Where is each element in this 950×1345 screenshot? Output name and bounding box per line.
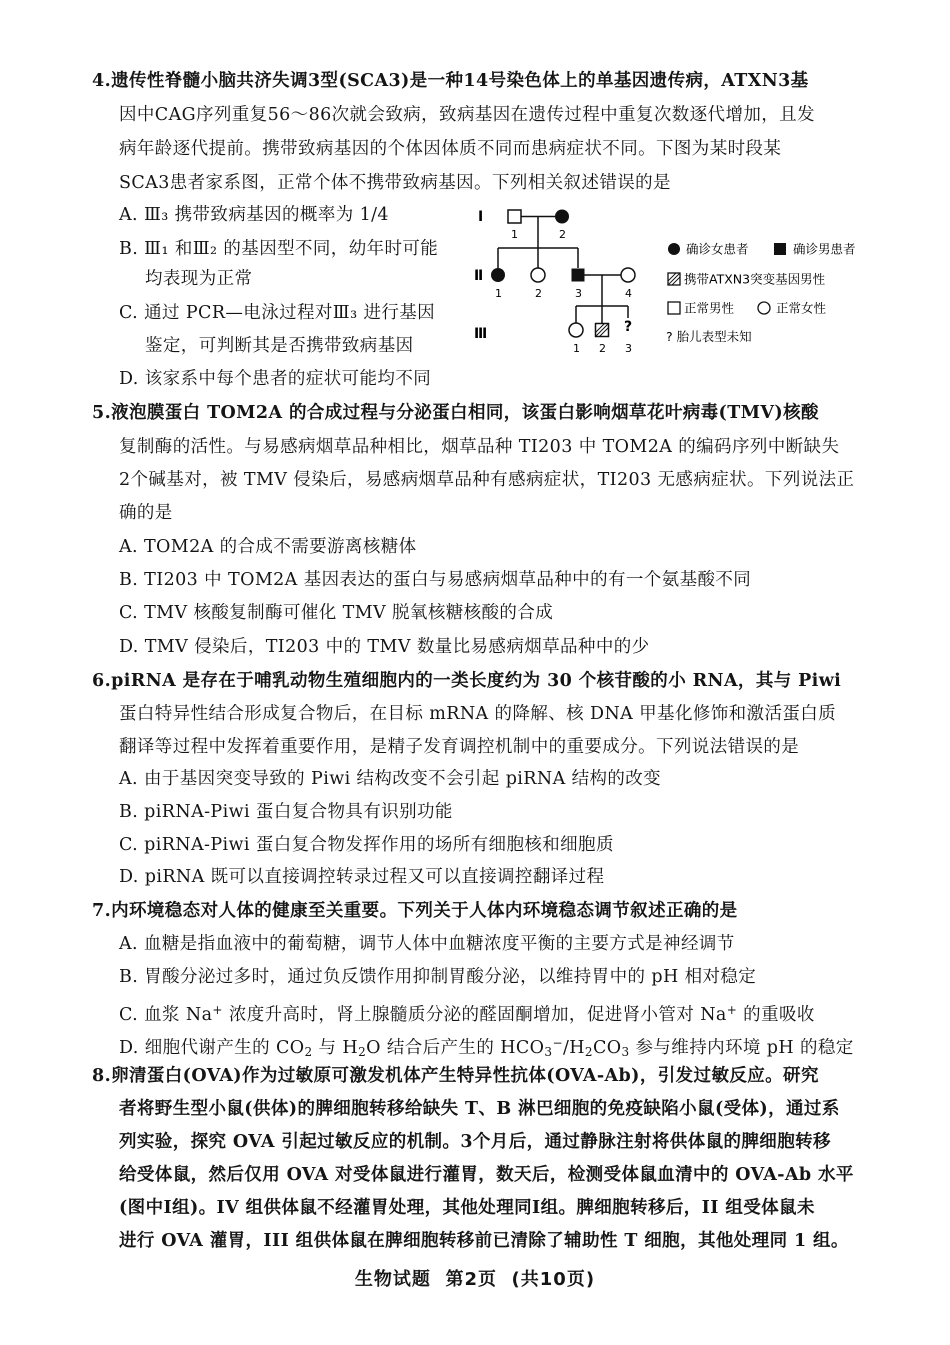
q6-stem-2: 蛋白特异性结合形成复合物后，在目标 mRNA 的降解、核 DNA 甲基化修饰和激活蛋白质 xyxy=(119,704,837,724)
q8-stem-1: 卵清蛋白(OVA)作为过敏原可激发机体产生特异性抗体(OVA-Ab)，引发过敏反应。研究 xyxy=(111,1066,819,1086)
q7-option-d xyxy=(119,1032,854,1063)
q4-option-b-1: B. Ⅲ₁ 和Ⅲ₂ 的基因型不同，幼年时可能 xyxy=(119,239,439,259)
q4-option-b-2: 均表现为正常 xyxy=(145,269,253,289)
q4-stem-1: 遗传性脊髓小脑共济失调3型(SCA3)是一种14号染色体上的单基因遗传病，ATXN3基 xyxy=(111,71,809,91)
legend-normal-female-symbol xyxy=(758,302,770,314)
q8-stem-5: (图中Ⅰ组)。IV 组供体鼠不经灌胃处理，其他处理同Ⅰ组。脾细胞转移后，II 组受体鼠未 xyxy=(119,1198,815,1218)
pedigree-chart xyxy=(470,200,890,365)
label-iii2: 2 xyxy=(599,342,606,355)
q8-stem-2: 者将野生型小鼠(供体)的脾细胞转移给缺失 T、B 淋巴细胞的免疫缺陷小鼠(受体)，通过系 xyxy=(119,1099,840,1119)
legend-normal-male-symbol xyxy=(668,302,680,314)
q7-d-part-6: 参与维持内环境 pH 的稳定 xyxy=(629,1038,854,1058)
q6-option-b: B. piRNA-Piwi 蛋白复合物具有识别功能 xyxy=(119,802,453,822)
q7-c-part-2: 浓度升高时，肾上腺髓质分泌的醛固酮增加，促进肾小管对 Na xyxy=(222,1005,727,1025)
individual-iii1-normal-female xyxy=(569,323,583,337)
q8-line-1 xyxy=(92,1065,819,1087)
q5-option-b: B. TI203 中 TOM2A 基因表达的蛋白与易感病烟草品种中的有一个氨基酸不同 xyxy=(119,570,752,590)
q7-option-a: A. 血糖是指血液中的葡萄糖，调节人体中血糖浓度平衡的主要方式是神经调节 xyxy=(119,934,735,954)
q6-option-a: A. 由于基因突变导致的 Piwi 结构改变不会引起 piRNA 结构的改变 xyxy=(119,769,662,789)
q7-line-1 xyxy=(92,900,738,922)
individual-iii3-unknown: ? xyxy=(624,319,633,335)
label-ii3: 3 xyxy=(575,287,582,300)
legend-carrier-male-symbol xyxy=(668,273,680,285)
q5-option-c: C. TMV 核酸复制酶可催化 TMV 脱氧核糖核酸的合成 xyxy=(119,603,554,623)
individual-i1-normal-male xyxy=(508,210,521,223)
q7-c-sup-2: + xyxy=(726,1003,738,1017)
q6-option-d: D. piRNA 既可以直接调控转录过程又可以直接调控翻译过程 xyxy=(119,867,605,887)
q7-d-sub-3: 3 xyxy=(544,1045,553,1059)
q7-d-sub-5: 3 xyxy=(621,1045,630,1059)
q6-option-c: C. piRNA-Piwi 蛋白复合物发挥作用的场所有细胞核和细胞质 xyxy=(119,835,614,855)
q4-stem-3: 病年龄逐代提前。携带致病基因的个体因体质不同而患病症状不同。下图为某时段某 xyxy=(119,139,782,159)
q7-d-sub-2: 2 xyxy=(358,1045,367,1059)
q8-stem-6: 进行 OVA 灌胃，III 组供体鼠在脾细胞转移前已清除了辅助性 T 细胞，其他处理同 1 组。 xyxy=(119,1231,849,1251)
individual-ii2-normal-female xyxy=(531,268,545,282)
page-footer xyxy=(0,1265,950,1291)
q7-d-sub-1: 2 xyxy=(304,1045,313,1059)
legend-unknown: ? 胎儿表型未知 xyxy=(666,329,752,344)
q5-line-1 xyxy=(92,402,819,424)
label-i2: 2 xyxy=(559,228,566,241)
gen-label-iii: Ⅲ xyxy=(474,326,488,342)
legend-carrier-male: 携带ATXN3突变基因男性 xyxy=(684,271,826,287)
individual-ii4-normal-female xyxy=(621,268,635,282)
legend-affected-female: 确诊女患者 xyxy=(686,241,749,257)
individual-ii1-affected-female xyxy=(491,268,505,282)
q6-stem-3: 翻译等过程中发挥着重要作用，是精子发育调控机制中的重要成分。下列说法错误的是 xyxy=(119,737,800,757)
legend-normal-female: 正常女性 xyxy=(776,300,827,316)
q7-stem-1: 内环境稳态对人体的健康至关重要。下列关于人体内环境稳态调节叙述正确的是 xyxy=(111,901,738,921)
gen-label-ii: Ⅱ xyxy=(474,268,484,284)
q5-stem-1: 液泡膜蛋白 TOM2A 的合成过程与分泌蛋白相同，该蛋白影响烟草花叶病毒(TMV)核酸 xyxy=(111,403,819,423)
q4-option-c-2: 鉴定，可判断其是否携带致病基因 xyxy=(145,336,414,356)
q5-number: 5. xyxy=(92,403,112,423)
legend-affected-female-symbol xyxy=(668,243,680,255)
label-i1: 1 xyxy=(511,228,518,241)
q4-line-1 xyxy=(92,70,809,92)
q7-c-part-1: C. 血浆 Na xyxy=(119,1005,213,1025)
q7-d-part-2: 与 H xyxy=(312,1038,359,1058)
q8-number: 8. xyxy=(92,1066,112,1086)
footer-subject: 生物试题 xyxy=(354,1269,431,1290)
legend-normal-male: 正常男性 xyxy=(684,300,735,316)
label-ii1: 1 xyxy=(495,287,502,300)
q7-d-part-3: O 结合后产生的 HCO xyxy=(366,1038,545,1058)
q7-d-part-1: D. 细胞代谢产生的 CO xyxy=(119,1038,305,1058)
q7-c-part-3: 的重吸收 xyxy=(737,1005,815,1025)
label-iii1: 1 xyxy=(573,342,580,355)
q7-c-sup-1: + xyxy=(212,1003,223,1017)
q7-d-sup-1: − xyxy=(552,1036,563,1050)
q5-option-d: D. TMV 侵染后，TI203 中的 TMV 数量比易感病烟草品种中的少 xyxy=(119,637,650,657)
q5-option-a: A. TOM2A 的合成不需要游离核糖体 xyxy=(119,537,417,557)
q6-stem-1: piRNA 是存在于哺乳动物生殖细胞内的一类长度约为 30 个核苷酸的小 RNA，其与 Piwi xyxy=(111,671,842,691)
label-iii3: 3 xyxy=(625,342,632,355)
q5-stem-2: 复制酶的活性。与易感病烟草品种相比，烟草品种 TI203 中 TOM2A 的编码序列中断缺失 xyxy=(119,437,840,457)
q4-number: 4. xyxy=(92,71,112,91)
individual-i2-affected-female xyxy=(555,210,569,224)
q8-stem-3: 列实验，探究 OVA 引起过敏反应的机制。3个月后，通过静脉注射将供体鼠的脾细胞转移 xyxy=(119,1132,831,1152)
q5-stem-4: 确的是 xyxy=(119,503,173,523)
q6-number: 6. xyxy=(92,671,112,691)
q4-stem-2: 因中CAG序列重复56～86次就会致病，致病基因在遗传过程中重复次数逐代增加，且发 xyxy=(119,105,815,125)
q4-stem-4: SCA3患者家系图，正常个体不携带致病基因。下列相关叙述错误的是 xyxy=(119,173,671,193)
q4-option-a: A. Ⅲ₃ 携带致病基因的概率为 1/4 xyxy=(119,205,389,225)
legend-affected-male: 确诊男患者 xyxy=(793,241,856,257)
q7-number: 7. xyxy=(92,901,112,921)
q4-option-c-1: C. 通过 PCR—电泳过程对Ⅲ₃ 进行基因 xyxy=(119,303,436,323)
label-ii4: 4 xyxy=(625,287,632,300)
q7-d-sub-4: 2 xyxy=(584,1045,593,1059)
q5-stem-3: 2个碱基对，被 TMV 侵染后，易感病烟草品种有感病症状，TI203 无感病症状。下列说法正 xyxy=(119,470,855,490)
gen-label-i: Ⅰ xyxy=(478,209,484,225)
q4-option-d: D. 该家系中每个患者的症状可能均不同 xyxy=(119,369,432,389)
individual-ii3-affected-male xyxy=(572,269,585,282)
q8-stem-4: 给受体鼠，然后仅用 OVA 对受体鼠进行灌胃，数天后，检测受体鼠血清中的 OVA-Ab 水平 xyxy=(119,1165,854,1185)
individual-iii2-carrier-male xyxy=(596,324,609,337)
q7-option-b: B. 胃酸分泌过多时，通过负反馈作用抑制胃酸分泌，以维持胃中的 pH 相对稳定 xyxy=(119,967,757,987)
q7-option-c xyxy=(119,999,815,1026)
q7-d-part-4: /H xyxy=(562,1038,585,1058)
label-ii2: 2 xyxy=(535,287,542,300)
legend xyxy=(666,242,856,345)
legend-affected-male-symbol xyxy=(774,243,786,255)
q6-line-1 xyxy=(92,670,841,692)
footer-total: (共10页) xyxy=(511,1269,596,1290)
footer-page: 第2页 xyxy=(445,1269,497,1290)
q7-d-part-5: CO xyxy=(592,1038,622,1058)
